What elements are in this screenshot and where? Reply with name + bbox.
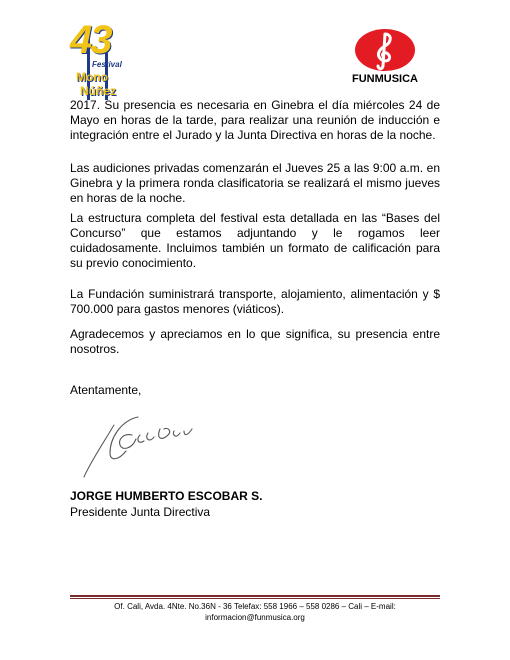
signer-name: JORGE HUMBERTO ESCOBAR S. <box>70 489 263 503</box>
body-paragraph-3: La estructura completa del festival esta detallada en las “Bases del Concurso” que estamos adjuntando y le rogamos leer cuidadosamente. Incluimos también un formato de calificación para su previo conocimiento. <box>70 211 440 270</box>
handwritten-signature <box>80 405 230 480</box>
signer-title: Presidente Junta Directiva <box>70 505 211 519</box>
footer-contact <box>70 601 440 623</box>
funmusica-logo <box>340 28 430 88</box>
footer-rule-thin <box>70 598 440 599</box>
festival-logo-line3: Núñez <box>80 84 116 98</box>
festival-logo-line2: Mono <box>76 70 108 84</box>
festival-logo-line1: Festival <box>92 60 122 69</box>
festival-logo-number: 43 <box>70 18 111 62</box>
body-paragraph-5: Agradecemos y apreciamos en lo que significa, su presencia entre nosotros. <box>70 327 440 356</box>
body-paragraph-2: Las audiciones privadas comenzarán el Jueves 25 a las 9:00 a.m. en Ginebra y la primera ronda clasificatoria se realizará el mismo jueves en horas de la noche. <box>70 161 440 205</box>
body-paragraph-1: 2017. Su presencia es necesaria en Ginebra el día miércoles 24 de Mayo en horas de la tarde, para realizar una reunión de inducción e integración entre el Jurado y la Junta Directiva en horas de la noche. <box>70 98 440 142</box>
funmusica-name: FUNMUSICA <box>352 73 418 85</box>
closing-salutation: Atentamente, <box>70 383 142 397</box>
treble-clef-icon <box>354 28 416 72</box>
footer-address: Of. Cali, Avda. 4Nte. No.36N - 36 Telefax: 558 1966 – 558 0286 – Cali – E-mail: <box>114 602 396 611</box>
footer-email: informacion@funmusica.org <box>205 613 305 622</box>
body-paragraph-4: La Fundación suministrará transporte, alojamiento, alimentación y $ 700.000 para gastos menores (viáticos). <box>70 287 440 316</box>
footer-rule <box>70 595 440 597</box>
festival-logo <box>70 18 130 104</box>
